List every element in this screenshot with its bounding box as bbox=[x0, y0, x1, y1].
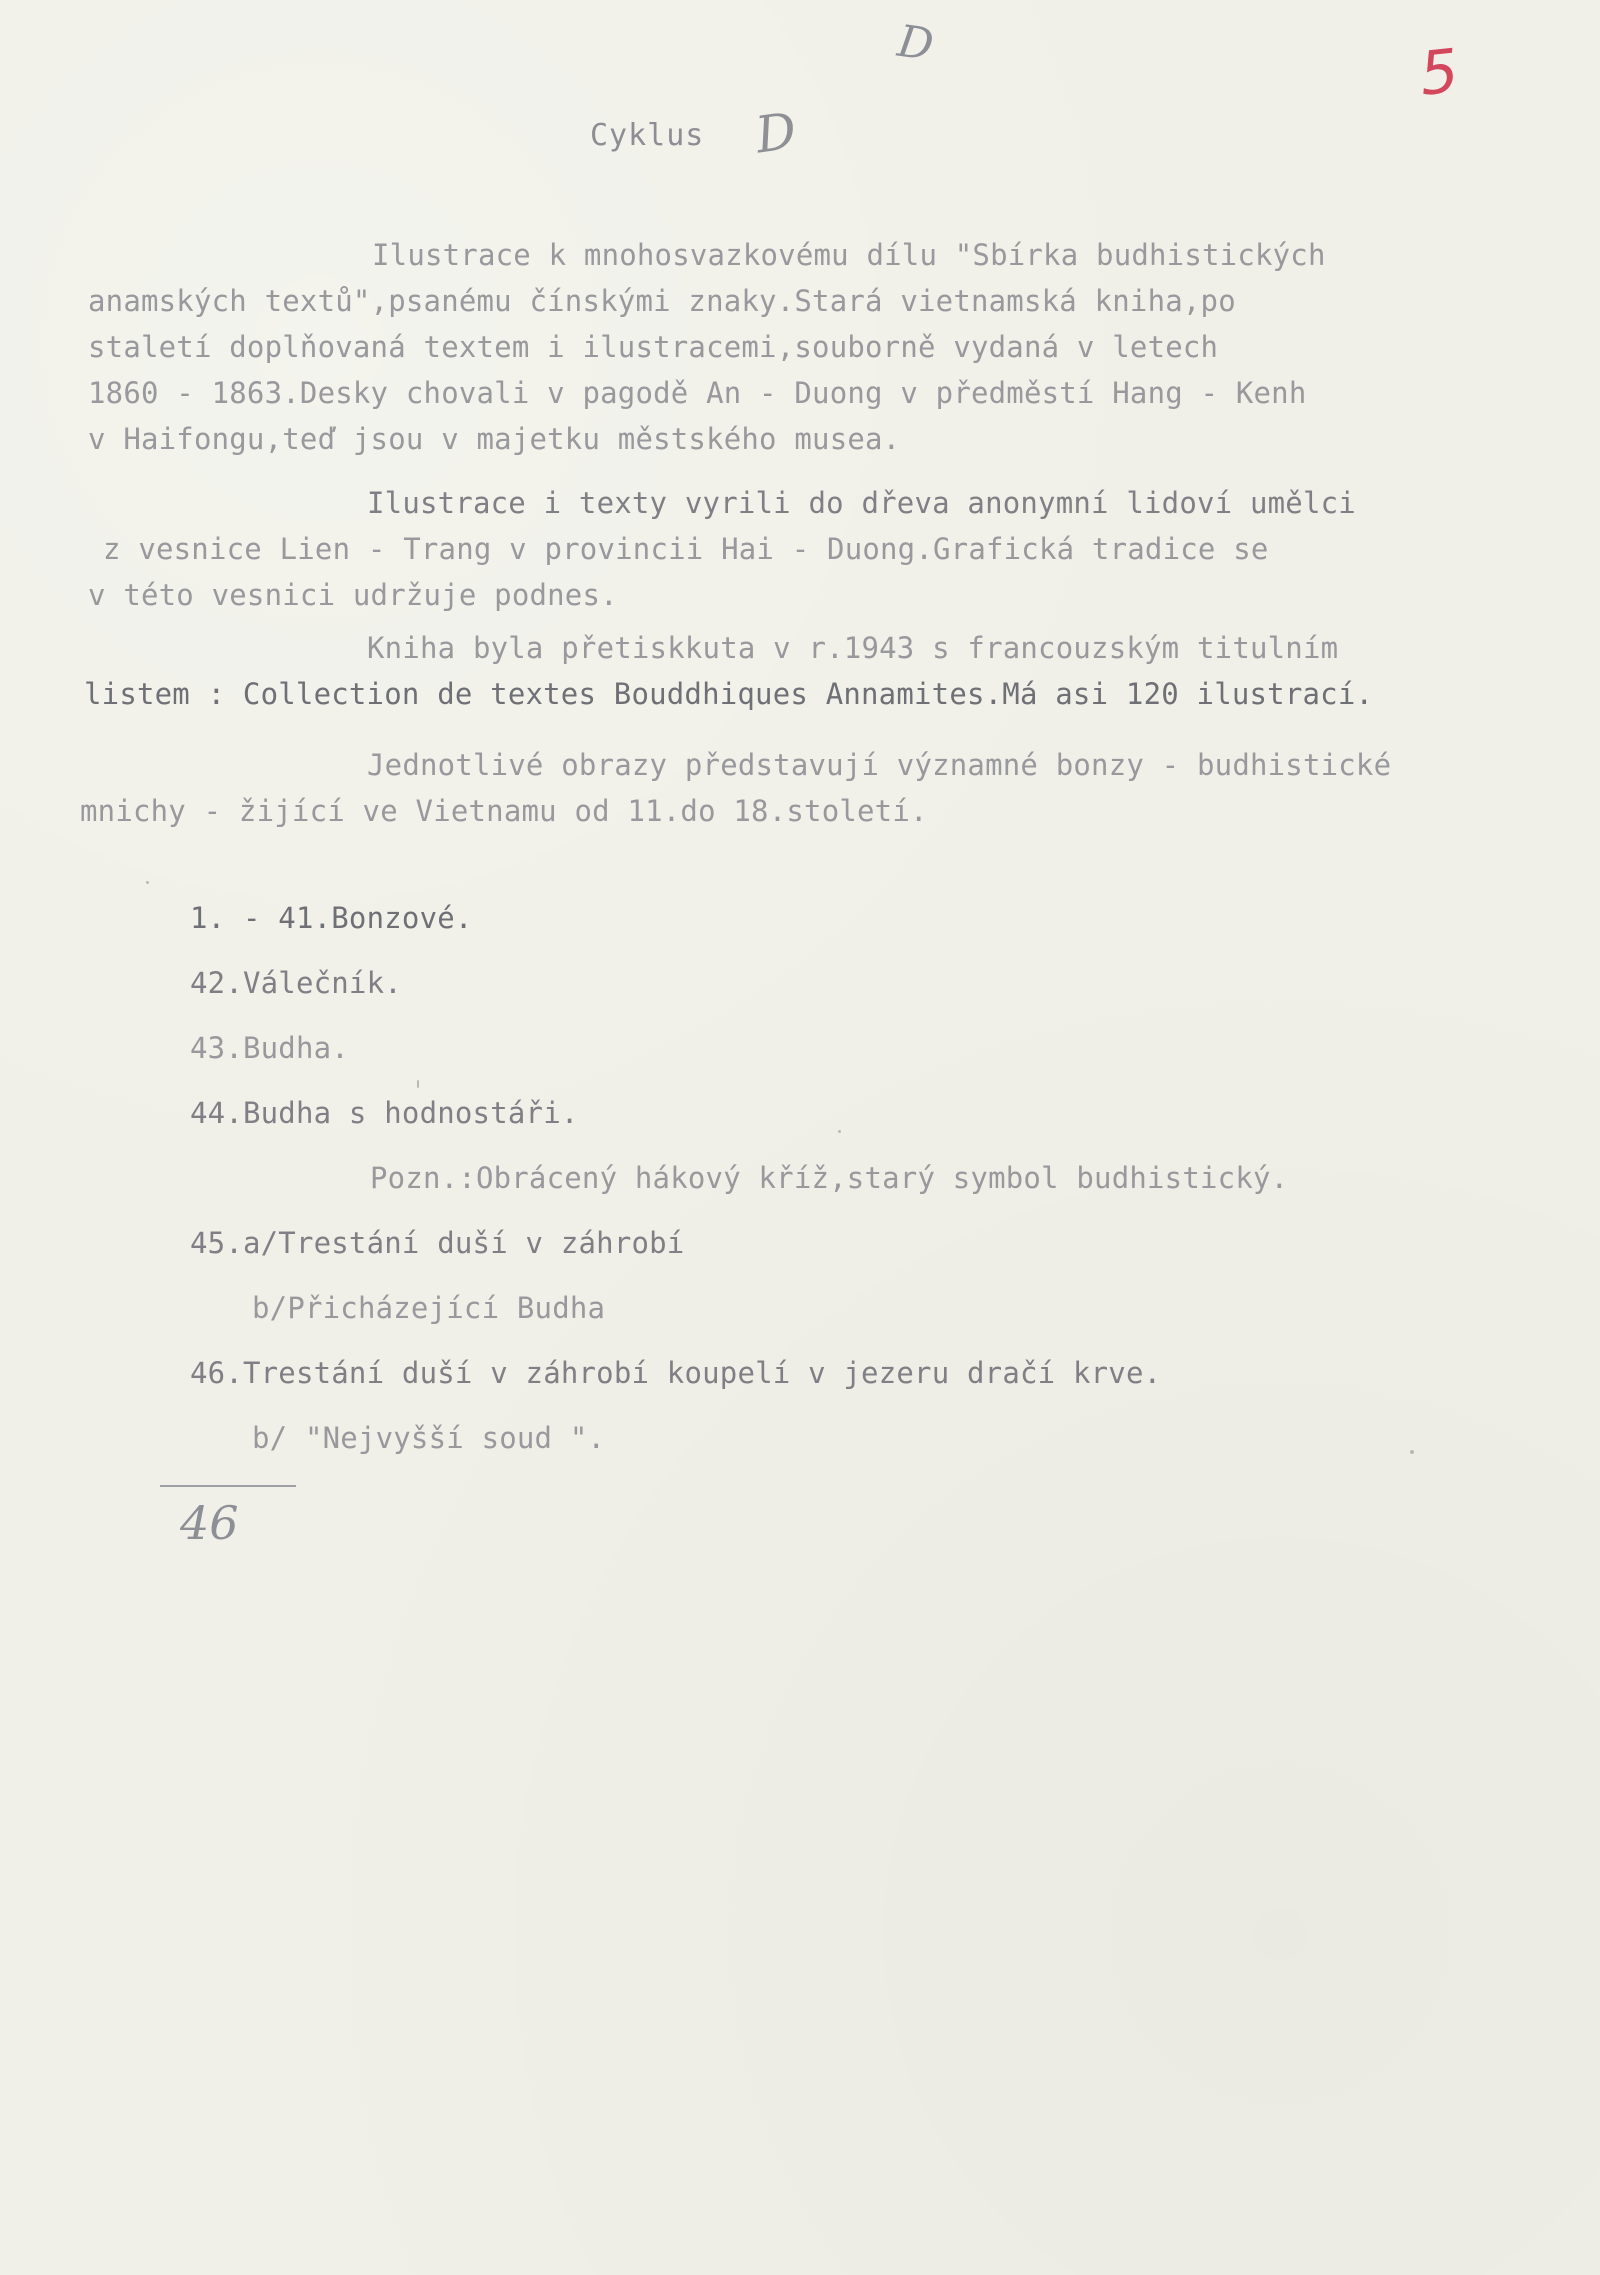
paragraph-3-line-2: listem : Collection de textes Bouddhiques Annamites.Má asi 120 ilustrací. bbox=[84, 677, 1374, 711]
list-item-43: 43.Budha. bbox=[190, 1031, 349, 1065]
paragraph-1-line-5: v Haifongu,teď jsou v majetku městského musea. bbox=[88, 422, 901, 456]
bottom-handwritten-number: 46 bbox=[180, 1496, 239, 1550]
paper-speck bbox=[417, 1080, 419, 1088]
document-title: Cyklus bbox=[590, 118, 705, 153]
paragraph-1-line-4: 1860 - 1863.Desky chovali v pagodě An - Duong v předměstí Hang - Kenh bbox=[88, 376, 1307, 410]
paragraph-1-line-1: Ilustrace k mnohosvazkovému dílu "Sbírka budhistických bbox=[372, 238, 1326, 272]
paragraph-2-line-1: Ilustrace i texty vyrili do dřeva anonymní lidoví umělci bbox=[367, 486, 1356, 520]
paragraph-2-line-2: z vesnice Lien - Trang v provincii Hai - Duong.Grafická tradice se bbox=[103, 532, 1269, 566]
paragraph-4-line-2: mnichy - žijící ve Vietnamu od 11.do 18.století. bbox=[80, 794, 928, 828]
list-item-42: 42.Válečník. bbox=[190, 966, 402, 1000]
list-item-46: 46.Trestání duší v záhrobí koupelí v jezeru dračí krve. bbox=[190, 1356, 1162, 1390]
bottom-rule bbox=[160, 1485, 296, 1487]
top-handwritten-mark: D bbox=[894, 15, 937, 72]
paper-speck bbox=[838, 1130, 841, 1133]
paragraph-1-line-3: staletí doplňovaná textem i ilustracemi,souborně vydaná v letech bbox=[88, 330, 1219, 364]
paper-speck bbox=[146, 881, 149, 884]
list-item-46b: b/ "Nejvyšší soud ". bbox=[252, 1421, 606, 1455]
list-item-45b: b/Přicházející Budha bbox=[252, 1291, 606, 1325]
list-item-44: 44.Budha s hodnostáři. bbox=[190, 1096, 579, 1130]
list-item-45a: 45.a/Trestání duší v záhrobí bbox=[190, 1226, 685, 1260]
page-number: 5 bbox=[1416, 36, 1462, 110]
list-note: Pozn.:Obrácený hákový kříž,starý symbol budhistický. bbox=[370, 1161, 1289, 1195]
paragraph-2-line-3: v této vesnici udržuje podnes. bbox=[88, 578, 618, 612]
list-item-1-41: 1. - 41.Bonzové. bbox=[190, 901, 473, 935]
title-handwritten-mark: D bbox=[752, 101, 800, 165]
paragraph-1-line-2: anamských textů",psanému čínskými znaky.Stará vietnamská kniha,po bbox=[88, 284, 1236, 318]
paragraph-4-line-1: Jednotlivé obrazy představují významné bonzy - budhistické bbox=[367, 748, 1392, 782]
paragraph-3-line-1: Kniha byla přetiskkuta v r.1943 s francouzským titulním bbox=[367, 631, 1339, 665]
paper-speck bbox=[1410, 1450, 1414, 1454]
